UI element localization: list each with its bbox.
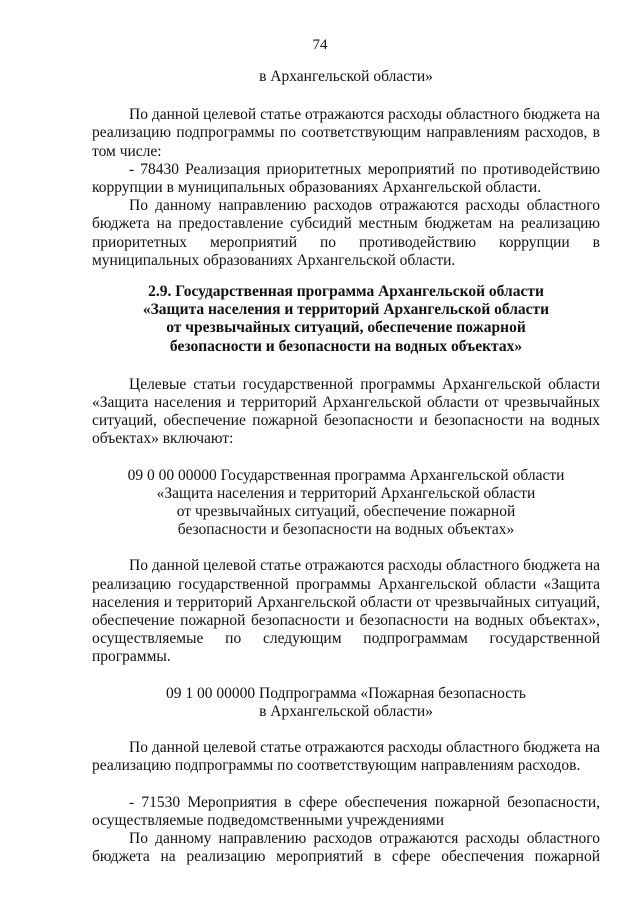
- section-heading-line: «Защита населения и территорий Архангельской области: [142, 301, 550, 319]
- subprogram-title-continuation: в Архангельской области»: [259, 68, 433, 85]
- section-heading-line: безопасности и безопасности на водных объектах»: [169, 337, 523, 355]
- paragraph-direction-71530-description: По данному направлению расходов отражаются расходы областного бюджета на реализацию мероприятий в сфере обеспечения пожарной: [92, 829, 600, 866]
- paragraph-direction-78430-description: По данному направлению расходов отражаются расходы областного бюджета на предоставление субсидий местным бюджетам на реализацию приоритетных мероприятий по противодействию коррупции в муниципальных образованиях Архангельской области.: [92, 197, 600, 269]
- paragraph-program-expenses: По данной целевой статье отражаются расходы областного бюджета на реализацию государственной программы Архангельской области «Защита населения и территорий Архангельской области от чрезвычайных ситуаций, обеспечение пожарной безопасности и безопасности на водных объектах», осуществляемые по следующим подпрограммам государственной программы.: [92, 557, 600, 666]
- paragraph-subprogram-directions: По данной целевой статье отражаются расходы областного бюджета на реализацию подпрограммы по соответствующим направлениям расходов.: [92, 739, 600, 775]
- program-code-line: «Защита населения и территорий Архангельской области: [156, 484, 536, 502]
- program-code-line: безопасности и безопасности на водных объектах»: [177, 521, 515, 539]
- subprogram-code-line: в Архангельской области»: [259, 702, 433, 720]
- section-heading-line: 2.9. Государственная программа Архангельской области: [148, 283, 544, 301]
- paragraph-direction-71530: - 71530 Мероприятия в сфере обеспечения пожарной безопасности, осуществляемые подведомственными учреждениями: [92, 793, 600, 829]
- paragraph-subprogram-expenses: По данной целевой статье отражаются расходы областного бюджета на реализацию подпрограммы по соответствующим направлениям расходов, в том числе:: [92, 106, 600, 160]
- subprogram-code-line: 09 1 00 00000 Подпрограмма «Пожарная безопасность: [166, 684, 526, 702]
- document-body: [92, 68, 600, 866]
- page-number: 74: [312, 37, 328, 53]
- section-heading-line: от чрезвычайных ситуаций, обеспечение пожарной: [166, 319, 526, 337]
- paragraph-direction-78430: - 78430 Реализация приоритетных мероприятий по противодействию коррупции в муниципальных образованиях Архангельской области.: [92, 160, 600, 197]
- paragraph-target-articles: Целевые статьи государственной программы Архангельской области «Защита населения и территорий Архангельской области от чрезвычайных ситуаций, обеспечение пожарной безопасности и безопасности на водных объектах» включают:: [92, 375, 600, 448]
- program-code-line: 09 0 00 00000 Государственная программа Архангельской области: [127, 466, 565, 484]
- program-code-line: от чрезвычайных ситуаций, обеспечение пожарной: [176, 503, 516, 521]
